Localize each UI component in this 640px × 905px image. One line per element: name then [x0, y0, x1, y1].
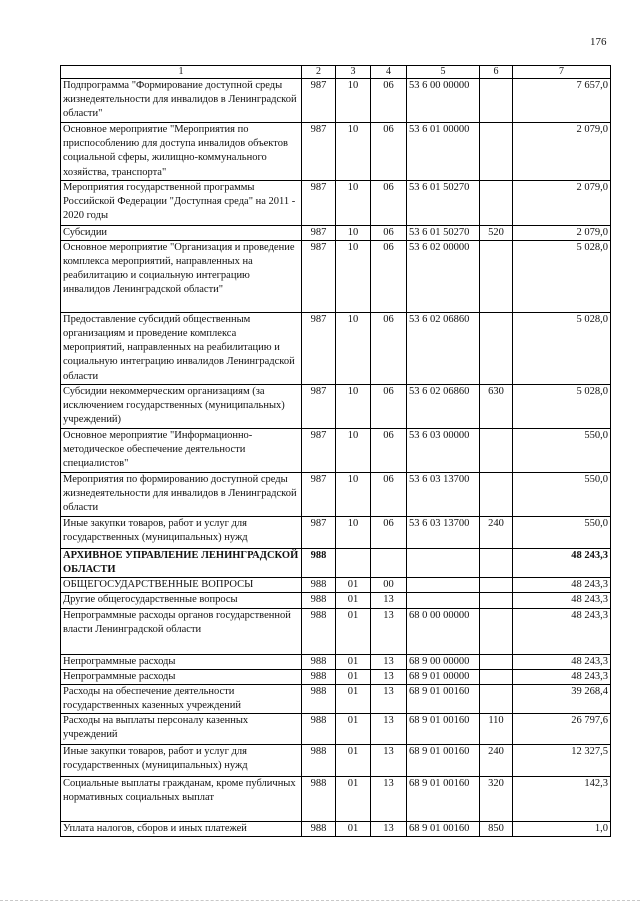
row-name: Подпрограмма "Формирование доступной среды жизнедеятельности для инвалидов в Ленинградской области": [61, 79, 302, 123]
row-subsection: 06: [371, 180, 407, 225]
row-target-code: 53 6 03 13700: [407, 472, 480, 516]
row-section: 10: [336, 240, 371, 312]
row-target-code: 53 6 02 06860: [407, 312, 480, 384]
row-name: Субсидии некоммерческим организациям (за исключением государственных (муниципальных) учреждений): [61, 384, 302, 428]
row-name: Субсидии: [61, 225, 302, 240]
row-amount: 26 797,6: [513, 714, 611, 745]
row-name: Мероприятия государственной программы Российской Федерации "Доступная среда" на 2011 - 2020 годы: [61, 180, 302, 225]
row-name: Непрограммные расходы: [61, 669, 302, 684]
row-name: Основное мероприятие "Мероприятия по приспособлению для доступа инвалидов объектов социальной сферы, жилищно-коммунального хозяйства, транспорта": [61, 123, 302, 181]
row-section: 01: [336, 714, 371, 745]
table-row: [61, 593, 611, 608]
row-grbs: 987: [302, 79, 336, 123]
page-number: 176: [590, 36, 607, 48]
row-expense-type: [480, 684, 513, 713]
row-amount: 2 079,0: [513, 225, 611, 240]
budget-table: [60, 65, 611, 837]
row-target-code: 53 6 01 00000: [407, 123, 480, 181]
row-expense-type: 630: [480, 384, 513, 428]
row-grbs: 987: [302, 384, 336, 428]
table-row: [61, 608, 611, 654]
row-subsection: 13: [371, 745, 407, 777]
row-subsection: 06: [371, 312, 407, 384]
row-subsection: 06: [371, 384, 407, 428]
row-target-code: 68 9 01 00000: [407, 669, 480, 684]
row-expense-type: [480, 428, 513, 472]
row-name: Предоставление субсидий общественным организациям и проведение комплекса мероприятий, направленных на реабилитацию и социальную интеграцию инвалидов Ленинградской области: [61, 312, 302, 384]
table-row: [61, 822, 611, 837]
row-target-code: 68 9 01 00160: [407, 822, 480, 837]
row-grbs: 988: [302, 593, 336, 608]
column-header: 1: [61, 66, 302, 79]
row-subsection: 06: [371, 79, 407, 123]
row-expense-type: [480, 548, 513, 577]
row-section: 10: [336, 79, 371, 123]
row-name: Расходы на обеспечение деятельности государственных казенных учреждений: [61, 684, 302, 713]
row-amount: 142,3: [513, 777, 611, 822]
row-subsection: 13: [371, 669, 407, 684]
column-header: 7: [513, 66, 611, 79]
row-amount: 48 243,3: [513, 608, 611, 654]
table-row: [61, 225, 611, 240]
row-expense-type: 110: [480, 714, 513, 745]
row-name: Другие общегосударственные вопросы: [61, 593, 302, 608]
row-grbs: 987: [302, 472, 336, 516]
row-section: 01: [336, 654, 371, 669]
row-target-code: 53 6 01 50270: [407, 225, 480, 240]
row-subsection: 13: [371, 777, 407, 822]
row-amount: 48 243,3: [513, 548, 611, 577]
row-target-code: 68 9 01 00160: [407, 777, 480, 822]
row-amount: 2 079,0: [513, 123, 611, 181]
column-header: 6: [480, 66, 513, 79]
row-name: Непрограммные расходы: [61, 654, 302, 669]
row-grbs: 988: [302, 669, 336, 684]
row-amount: 1,0: [513, 822, 611, 837]
row-section: 10: [336, 428, 371, 472]
row-expense-type: [480, 578, 513, 593]
row-section: 01: [336, 777, 371, 822]
row-subsection: 13: [371, 593, 407, 608]
table-row: [61, 384, 611, 428]
page-bottom-edge: [0, 900, 640, 901]
row-target-code: 53 6 03 00000: [407, 428, 480, 472]
row-target-code: 68 0 00 00000: [407, 608, 480, 654]
row-expense-type: [480, 593, 513, 608]
row-expense-type: [480, 312, 513, 384]
row-expense-type: 240: [480, 745, 513, 777]
row-name: Основное мероприятие "Информационно-методическое обеспечение деятельности специалистов": [61, 428, 302, 472]
row-amount: 5 028,0: [513, 240, 611, 312]
row-grbs: 987: [302, 516, 336, 548]
row-target-code: [407, 548, 480, 577]
row-grbs: 988: [302, 822, 336, 837]
table-row: [61, 240, 611, 312]
row-grbs: 987: [302, 312, 336, 384]
row-section: 01: [336, 745, 371, 777]
row-name: Иные закупки товаров, работ и услуг для государственных (муниципальных) нужд: [61, 516, 302, 548]
row-subsection: 13: [371, 654, 407, 669]
row-subsection: 06: [371, 225, 407, 240]
table-row: [61, 654, 611, 669]
row-grbs: 988: [302, 684, 336, 713]
row-name: ОБЩЕГОСУДАРСТВЕННЫЕ ВОПРОСЫ: [61, 578, 302, 593]
row-target-code: [407, 593, 480, 608]
row-grbs: 987: [302, 240, 336, 312]
row-amount: 48 243,3: [513, 593, 611, 608]
row-grbs: 988: [302, 608, 336, 654]
row-section: 10: [336, 123, 371, 181]
row-expense-type: [480, 180, 513, 225]
row-target-code: 68 9 01 00160: [407, 745, 480, 777]
row-subsection: 00: [371, 578, 407, 593]
row-subsection: 13: [371, 684, 407, 713]
row-grbs: 987: [302, 180, 336, 225]
column-header: 4: [371, 66, 407, 79]
row-grbs: 988: [302, 745, 336, 777]
table-row: [61, 684, 611, 713]
row-section: [336, 548, 371, 577]
table-row: [61, 79, 611, 123]
row-grbs: 988: [302, 777, 336, 822]
row-expense-type: [480, 669, 513, 684]
table-row: [61, 516, 611, 548]
row-section: 01: [336, 578, 371, 593]
row-name: АРХИВНОЕ УПРАВЛЕНИЕ ЛЕНИНГРАДСКОЙ ОБЛАСТИ: [61, 548, 302, 577]
row-section: 01: [336, 669, 371, 684]
row-target-code: 68 9 01 00160: [407, 684, 480, 713]
row-grbs: 987: [302, 428, 336, 472]
row-amount: 48 243,3: [513, 578, 611, 593]
row-amount: 48 243,3: [513, 669, 611, 684]
row-name: Непрограммные расходы органов государственной власти Ленинградской области: [61, 608, 302, 654]
row-target-code: [407, 578, 480, 593]
row-expense-type: [480, 240, 513, 312]
row-grbs: 988: [302, 548, 336, 577]
row-amount: 5 028,0: [513, 384, 611, 428]
row-subsection: 13: [371, 822, 407, 837]
row-subsection: 06: [371, 428, 407, 472]
row-name: Уплата налогов, сборов и иных платежей: [61, 822, 302, 837]
row-target-code: 53 6 01 50270: [407, 180, 480, 225]
table-row: [61, 123, 611, 181]
row-amount: 2 079,0: [513, 180, 611, 225]
row-grbs: 987: [302, 123, 336, 181]
row-section: 01: [336, 684, 371, 713]
table-row: [61, 777, 611, 822]
row-section: 01: [336, 608, 371, 654]
row-amount: 550,0: [513, 472, 611, 516]
column-header: 2: [302, 66, 336, 79]
table-row: [61, 180, 611, 225]
row-section: 01: [336, 593, 371, 608]
row-name: Иные закупки товаров, работ и услуг для государственных (муниципальных) нужд: [61, 745, 302, 777]
table-row: [61, 472, 611, 516]
row-section: 10: [336, 180, 371, 225]
row-expense-type: [480, 654, 513, 669]
table-row: [61, 428, 611, 472]
row-section: 10: [336, 516, 371, 548]
row-subsection: 06: [371, 123, 407, 181]
row-grbs: 988: [302, 714, 336, 745]
table-row: [61, 745, 611, 777]
row-expense-type: 240: [480, 516, 513, 548]
row-expense-type: 320: [480, 777, 513, 822]
row-section: 10: [336, 472, 371, 516]
row-subsection: 06: [371, 240, 407, 312]
row-expense-type: [480, 472, 513, 516]
row-expense-type: 520: [480, 225, 513, 240]
row-amount: 5 028,0: [513, 312, 611, 384]
row-subsection: [371, 548, 407, 577]
row-expense-type: 850: [480, 822, 513, 837]
row-target-code: 53 6 00 00000: [407, 79, 480, 123]
table-row: [61, 312, 611, 384]
row-grbs: 987: [302, 225, 336, 240]
row-name: Мероприятия по формированию доступной среды жизнедеятельности для инвалидов в Ленинградской области: [61, 472, 302, 516]
row-amount: 7 657,0: [513, 79, 611, 123]
row-section: 10: [336, 384, 371, 428]
row-expense-type: [480, 608, 513, 654]
row-target-code: 68 9 00 00000: [407, 654, 480, 669]
row-subsection: 13: [371, 608, 407, 654]
row-name: Основное мероприятие "Организация и проведение комплекса мероприятий, направленных на реабилитацию и социальную интеграцию инвалидов Ленинградской области": [61, 240, 302, 312]
row-amount: 550,0: [513, 428, 611, 472]
row-section: 01: [336, 822, 371, 837]
row-grbs: 988: [302, 654, 336, 669]
table-row: [61, 714, 611, 745]
row-section: 10: [336, 225, 371, 240]
column-header: 5: [407, 66, 480, 79]
row-amount: 39 268,4: [513, 684, 611, 713]
row-subsection: 13: [371, 714, 407, 745]
row-subsection: 06: [371, 516, 407, 548]
row-amount: 550,0: [513, 516, 611, 548]
column-header: 3: [336, 66, 371, 79]
row-target-code: 53 6 02 00000: [407, 240, 480, 312]
table-row: [61, 578, 611, 593]
table-header-row: [61, 66, 611, 79]
row-expense-type: [480, 79, 513, 123]
row-target-code: 53 6 02 06860: [407, 384, 480, 428]
row-amount: 12 327,5: [513, 745, 611, 777]
row-target-code: 53 6 03 13700: [407, 516, 480, 548]
row-subsection: 06: [371, 472, 407, 516]
row-name: Социальные выплаты гражданам, кроме публичных нормативных социальных выплат: [61, 777, 302, 822]
row-amount: 48 243,3: [513, 654, 611, 669]
row-grbs: 988: [302, 578, 336, 593]
row-name: Расходы на выплаты персоналу казенных учреждений: [61, 714, 302, 745]
row-expense-type: [480, 123, 513, 181]
table-row: [61, 548, 611, 577]
table-row: [61, 669, 611, 684]
row-section: 10: [336, 312, 371, 384]
row-target-code: 68 9 01 00160: [407, 714, 480, 745]
